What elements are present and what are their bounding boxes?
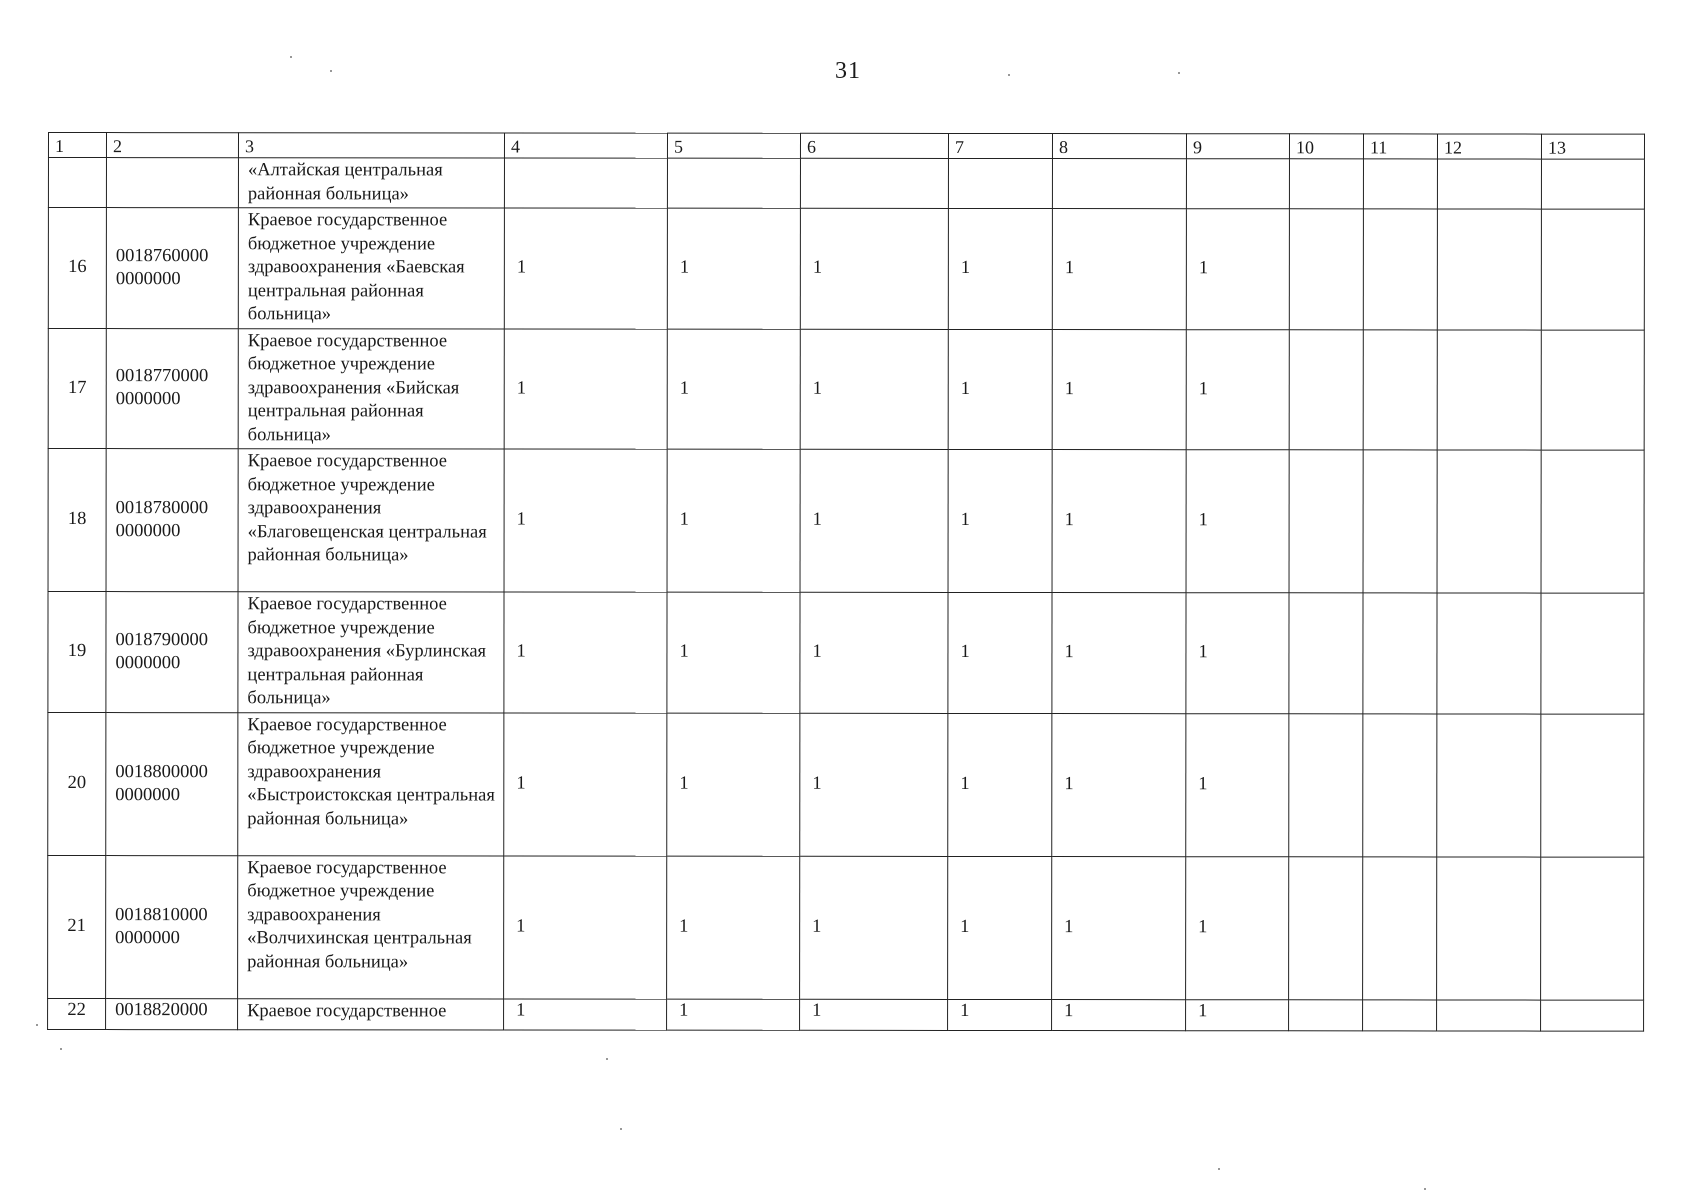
table-row [48, 208, 1644, 330]
value-cell: 1 [1052, 209, 1186, 330]
value-cell: 1 [1186, 999, 1289, 1030]
name-cell: «Алтайская центральная районная больница» [238, 158, 504, 208]
table-header-row [48, 133, 1644, 160]
value-cell [1289, 593, 1363, 714]
table-row-continuation [48, 158, 1644, 210]
code-cell: 0018770000 0000000 [106, 328, 238, 449]
value-cell: 1 [1052, 856, 1186, 999]
value-cell: 1 [1052, 713, 1186, 856]
value-cell [1363, 999, 1437, 1030]
header-cell: 3 [238, 133, 504, 158]
value-cell [1363, 329, 1437, 450]
code-cell: 0018810000 0000000 [106, 855, 238, 998]
header-cell: 4 [504, 133, 667, 158]
header-cell: 12 [1437, 134, 1541, 159]
value-cell: 1 [1052, 450, 1186, 593]
value-cell [1541, 857, 1644, 1000]
row-number-cell: 19 [48, 592, 106, 713]
value-cell: 1 [504, 592, 667, 713]
value-cell [1363, 856, 1437, 999]
value-cell [1437, 329, 1541, 450]
value-cell: 1 [948, 713, 1052, 856]
scan-speck [330, 70, 332, 72]
value-cell: 1 [1186, 593, 1289, 714]
value-cell: 1 [504, 998, 667, 1029]
header-cell: 1 [48, 133, 106, 158]
value-cell: 1 [504, 208, 667, 329]
name-cell: Краевое государственное бюджетное учреждение здравоохранения «Баевская центральная районная больница» [238, 208, 504, 329]
value-cell: 1 [800, 856, 948, 999]
scan-speck [60, 1048, 62, 1050]
value-cell [948, 158, 1052, 208]
header-cell: 8 [1052, 134, 1186, 159]
value-cell [1541, 209, 1644, 330]
scan-speck [620, 1128, 622, 1130]
page-number: 31 [835, 58, 861, 84]
table-row [48, 449, 1644, 594]
value-cell [1289, 159, 1363, 209]
value-cell: 1 [948, 856, 1052, 999]
value-cell [1052, 159, 1186, 209]
name-cell: Краевое государственное бюджетное учреждение здравоохранения «Быстроистокская центральная районная больница» [238, 712, 504, 855]
value-cell: 1 [504, 449, 667, 592]
value-cell: 1 [504, 712, 667, 855]
value-cell: 1 [1186, 450, 1289, 593]
row-number-cell: 16 [48, 208, 106, 329]
value-cell [1289, 713, 1363, 856]
value-cell [1363, 593, 1437, 714]
value-cell [1437, 999, 1541, 1030]
row-number-cell: 20 [48, 712, 106, 855]
value-cell [800, 158, 948, 208]
value-cell: 1 [800, 449, 948, 592]
code-cell: 0018800000 0000000 [106, 712, 238, 855]
table-row [48, 592, 1644, 714]
header-cell: 5 [667, 133, 800, 158]
header-cell: 7 [948, 133, 1052, 158]
value-cell [1289, 209, 1363, 330]
value-cell [1541, 1000, 1644, 1031]
name-cell: Краевое государственное бюджетное учреждение здравоохранения «Бийская центральная районная больница» [238, 328, 504, 449]
value-cell: 1 [667, 592, 800, 713]
value-cell [1437, 713, 1541, 856]
value-cell: 1 [1052, 329, 1186, 450]
row-number-cell: 17 [48, 328, 106, 449]
value-cell: 1 [800, 999, 948, 1030]
value-cell [1541, 330, 1644, 451]
header-cell: 6 [800, 133, 948, 158]
value-cell: 1 [504, 855, 667, 998]
value-cell: 1 [800, 329, 948, 450]
header-cell: 2 [106, 133, 238, 158]
value-cell: 1 [1052, 593, 1186, 714]
header-cell: 13 [1541, 134, 1644, 159]
header-cell: 9 [1186, 134, 1289, 159]
value-cell [1289, 999, 1363, 1030]
value-cell [1437, 450, 1541, 593]
value-cell [1437, 593, 1541, 714]
row-number-cell: 21 [48, 855, 106, 998]
table-row [48, 855, 1644, 1000]
value-cell [1363, 713, 1437, 856]
value-cell [1186, 159, 1289, 209]
table-row [48, 328, 1644, 450]
code-cell: 0018760000 0000000 [106, 208, 238, 329]
scan-speck [36, 1024, 38, 1026]
value-cell: 1 [948, 592, 1052, 713]
value-cell: 1 [948, 999, 1052, 1030]
value-cell: 1 [504, 328, 667, 449]
row-number-cell [48, 158, 106, 208]
data-table [47, 132, 1645, 1031]
name-cell: Краевое государственное [238, 998, 504, 1029]
value-cell [1541, 593, 1644, 714]
value-cell [1363, 209, 1437, 330]
name-cell: Краевое государственное бюджетное учреждение здравоохранения «Бурлинская центральная районная больница» [238, 592, 504, 713]
value-cell [1289, 329, 1363, 450]
value-cell: 1 [667, 999, 800, 1030]
value-cell: 1 [800, 592, 948, 713]
code-cell: 0018820000 [106, 998, 238, 1029]
value-cell [1289, 856, 1363, 999]
scan-speck [1218, 1168, 1220, 1170]
value-cell: 1 [1052, 999, 1186, 1030]
value-cell [1541, 450, 1644, 593]
value-cell [1363, 159, 1437, 209]
scan-speck [1178, 72, 1180, 74]
value-cell: 1 [667, 449, 800, 592]
value-cell: 1 [800, 208, 948, 329]
value-cell: 1 [1186, 713, 1289, 856]
value-cell: 1 [667, 329, 800, 450]
value-cell [1437, 856, 1541, 999]
value-cell: 1 [667, 713, 800, 856]
value-cell [504, 158, 667, 208]
scan-speck [1424, 1188, 1426, 1190]
value-cell: 1 [948, 329, 1052, 450]
row-number-cell: 18 [48, 449, 106, 592]
value-cell [1541, 159, 1644, 209]
scan-speck [606, 1058, 608, 1060]
value-cell: 1 [1186, 329, 1289, 450]
scan-speck [1008, 74, 1010, 76]
value-cell [667, 158, 800, 208]
value-cell: 1 [1186, 856, 1289, 999]
name-cell: Краевое государственное бюджетное учреждение здравоохранения «Волчихинская центральная районная больница» [238, 855, 504, 998]
value-cell: 1 [1186, 209, 1289, 330]
value-cell [1363, 450, 1437, 593]
value-cell [1541, 714, 1644, 857]
code-cell: 0018790000 0000000 [106, 592, 238, 713]
value-cell [1437, 159, 1541, 209]
value-cell: 1 [667, 856, 800, 999]
value-cell: 1 [800, 713, 948, 856]
value-cell: 1 [948, 449, 1052, 592]
scan-speck [290, 56, 292, 58]
header-cell: 11 [1363, 134, 1437, 159]
value-cell [1437, 209, 1541, 330]
name-cell: Краевое государственное бюджетное учреждение здравоохранения «Благовещенская центральная районная больница» [238, 449, 504, 592]
code-cell [106, 158, 238, 208]
value-cell: 1 [667, 208, 800, 329]
value-cell: 1 [948, 208, 1052, 329]
code-cell: 0018780000 0000000 [106, 449, 238, 592]
value-cell [1289, 450, 1363, 593]
header-cell: 10 [1289, 134, 1363, 159]
row-number-cell: 22 [48, 998, 106, 1029]
table-row [48, 712, 1644, 857]
table-row [48, 998, 1644, 1031]
